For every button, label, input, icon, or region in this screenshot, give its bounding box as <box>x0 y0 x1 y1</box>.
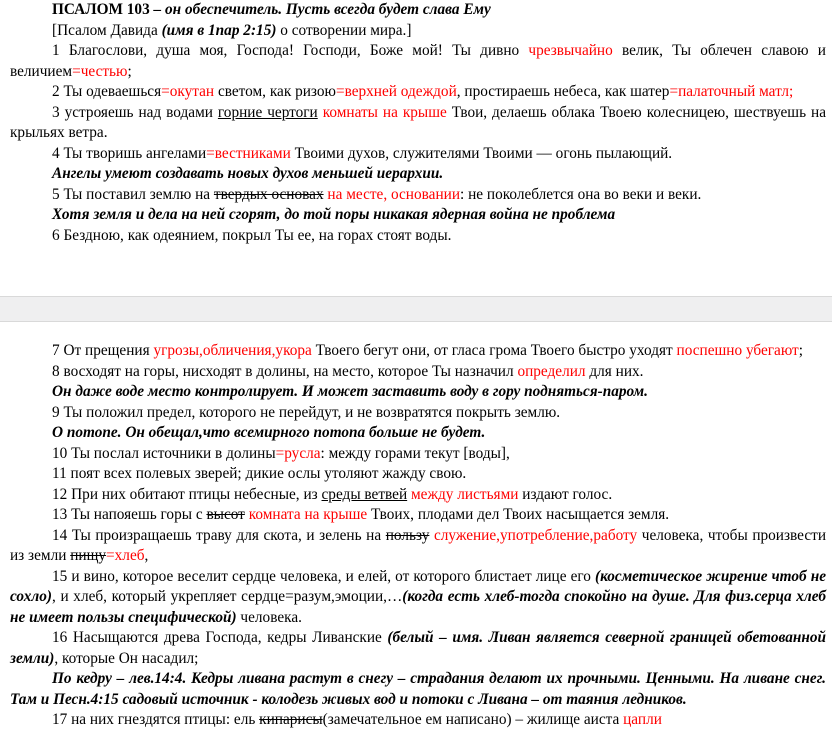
verse-text: , простираешь небеса, как шатер <box>456 83 670 100</box>
commentary-4 <box>10 164 826 185</box>
red-annotation: комната на крыше <box>248 506 368 523</box>
red-annotation: =окутан <box>161 83 215 100</box>
verse-5 <box>10 185 826 206</box>
red-annotation: определил <box>517 362 586 380</box>
verse-1 <box>10 41 826 82</box>
commentary-inline: (белый – имя. Ливан является северной границей обетованной земли) <box>10 629 826 667</box>
struck-text: пищу <box>70 547 107 564</box>
title-bold: ПСАЛОМ 103 <box>52 1 150 18</box>
commentary-inline: (косметическое жирение чтоб не сохло) <box>10 567 826 605</box>
document-page-1 <box>0 0 832 296</box>
verse-8 <box>10 362 826 383</box>
verse-text: Твоих, плодами дел Твоих насыщается земля. <box>367 506 670 523</box>
struck-text: твердых основах <box>213 185 324 203</box>
verse-text: 3 устрояешь над водами <box>52 103 218 121</box>
verse-13 <box>10 505 826 526</box>
red-annotation: =вестниками <box>206 144 291 162</box>
verse-text: 14 Ты произращаешь траву для скота, и зелень на <box>52 526 386 544</box>
verse-text: 16 Насыщаются древа Господа, кедры Ливанские <box>52 629 388 646</box>
verse-text: 17 на них гнездятся птицы: ель <box>52 711 260 728</box>
red-annotation: чрезвычайно <box>528 42 613 59</box>
verse-text: 4 Ты творишь ангелами <box>52 144 207 162</box>
verse-text: 12 При них обитают птицы небесные, из <box>52 485 322 503</box>
verse-15 <box>10 567 826 629</box>
commentary-9 <box>10 423 826 444</box>
page-2-text <box>10 341 826 731</box>
verse-text: для них. <box>585 362 644 380</box>
verse-4 <box>10 144 826 165</box>
commentary-8 <box>10 382 826 403</box>
verse-text: велик, Ты облечен славою и величием <box>10 42 826 80</box>
red-annotation: на месте, основании <box>327 185 461 203</box>
verse-text: 6 Бездною, как одеянием, покрыл Ты ее, на горах стоят воды. <box>52 226 452 244</box>
struck-text: кипарисы <box>259 711 323 728</box>
commentary-text: Он даже воде место контролирует. И может заставить воду в гору подняться-паром. <box>52 383 648 400</box>
title-subtitle: – он обеспечитель. Пусть всегда будет слава Ему <box>149 1 491 18</box>
verse-text: 2 Ты одеваешься <box>52 83 162 100</box>
red-annotation: между листьями <box>410 485 519 503</box>
verse-text: , и хлеб, который укрепляет сердце=разум,эмоции,… <box>52 588 403 605</box>
verse-11 <box>10 464 826 485</box>
verse-text: : между горами текут [воды], <box>320 444 510 462</box>
red-annotation: поспешно убегают <box>676 342 799 359</box>
psalm-subtitle <box>10 21 826 42</box>
commentary-text: О потопе. Он обещал,что всемирного потопа больше не будет. <box>52 424 486 441</box>
subtitle-text-a: [Псалом Давида <box>52 21 162 39</box>
verse-text: (замечательное ем написано) – жилище аиста <box>322 711 624 728</box>
verse-text: : не поколеблется она во веки и веки. <box>460 185 702 203</box>
document-page-2 <box>0 322 832 756</box>
verse-text: 11 поят всех полевых зверей; дикие ослы утоляют жажду свою. <box>52 465 467 482</box>
red-annotation: служение,употребление,работу <box>433 526 638 544</box>
struck-text: пользу <box>385 526 430 544</box>
commentary-text: По кедру – лев.14:4. Кедры ливана растут в снегу – страдания делают их прочными. Ценными. На ливане снег. Там и Песн.4:15 садовый источник - колодезь живых вод и потоки с Ливана – от таяния ледников. <box>10 670 826 708</box>
verse-text: , которые Он насадил; <box>54 649 199 667</box>
red-annotation: =хлеб <box>106 547 145 564</box>
verse-text: ; <box>127 62 132 80</box>
subtitle-text-c: о сотворении мира.] <box>276 21 412 39</box>
verse-16 <box>10 628 826 669</box>
struck-text: высот <box>206 506 245 523</box>
verse-17 <box>10 710 826 731</box>
commentary-text: Ангелы умеют создавать новых духов меньшей иерархии. <box>52 165 444 182</box>
red-annotation: =русла <box>275 444 321 462</box>
verse-text: Твоего бегут они, от гласа грома Твоего быстро уходят <box>311 342 677 359</box>
verse-text: 7 От прещения <box>52 342 154 359</box>
verse-9 <box>10 403 826 424</box>
red-annotation: комнаты на крыше <box>322 103 447 121</box>
commentary-inline: (когда есть хлеб-тогда спокойно на душе. Для физ.серца хлеб не имеет пользы специфической) <box>10 588 826 626</box>
verse-text: 9 Ты положил предел, которого не перейдут, и не возвратятся покрыть землю. <box>52 403 561 421</box>
verse-text: человека, чтобы произвести из земли <box>10 526 827 564</box>
verse-text: человека. <box>236 608 302 626</box>
subtitle-reference: (имя в 1пар 2:15) <box>161 21 277 39</box>
red-annotation: =верхней одеждой <box>335 83 457 100</box>
commentary-16 <box>10 669 826 710</box>
verse-text: Твоими духов, служителями Твоими — огонь пылающий. <box>290 144 673 162</box>
red-annotation: угрозы,обличения,укора <box>153 342 312 359</box>
commentary-text: Хотя земля и дела на ней сгорят, до той поры никакая ядерная война не проблема <box>52 206 616 223</box>
page-separator <box>0 296 832 322</box>
verse-text: 13 Ты напояешь горы с <box>52 506 207 523</box>
verse-14 <box>10 526 826 567</box>
verse-6 <box>10 226 826 247</box>
psalm-title <box>10 0 826 21</box>
struck-text: среды ветвей <box>321 485 408 503</box>
verse-text: издают голос. <box>518 485 613 503</box>
verse-text: 15 и вино, которое веселит сердце человека, и елей, от которого блистает лице его <box>52 567 595 585</box>
verse-text: светом, как ризою <box>214 83 336 100</box>
page-1-text <box>10 0 826 246</box>
verse-text: 10 Ты послал источники в долины <box>52 444 276 462</box>
struck-text: горние чертоги <box>217 103 318 121</box>
red-annotation: цапли <box>623 711 662 728</box>
verse-text: Твои, делаешь облака Твоею колесницею, шествуешь на крыльях ветра. <box>10 103 826 141</box>
verse-2 <box>10 82 826 103</box>
verse-text: ; <box>798 342 803 359</box>
verse-3 <box>10 103 826 144</box>
red-annotation: =честью <box>72 62 128 80</box>
verse-10 <box>10 444 826 465</box>
verse-text: 5 Ты поставил землю на <box>52 185 214 203</box>
verse-text: 1 Благослови, душа моя, Господа! Господи, Боже мой! Ты дивно <box>52 42 529 59</box>
verse-7 <box>10 341 826 362</box>
verse-12 <box>10 485 826 506</box>
red-annotation: =палаточный матл; <box>669 83 794 100</box>
commentary-5 <box>10 205 826 226</box>
verse-text: , <box>144 547 149 564</box>
verse-text: 8 восходят на горы, нисходят в долины, на место, которое Ты назначил <box>52 362 518 380</box>
